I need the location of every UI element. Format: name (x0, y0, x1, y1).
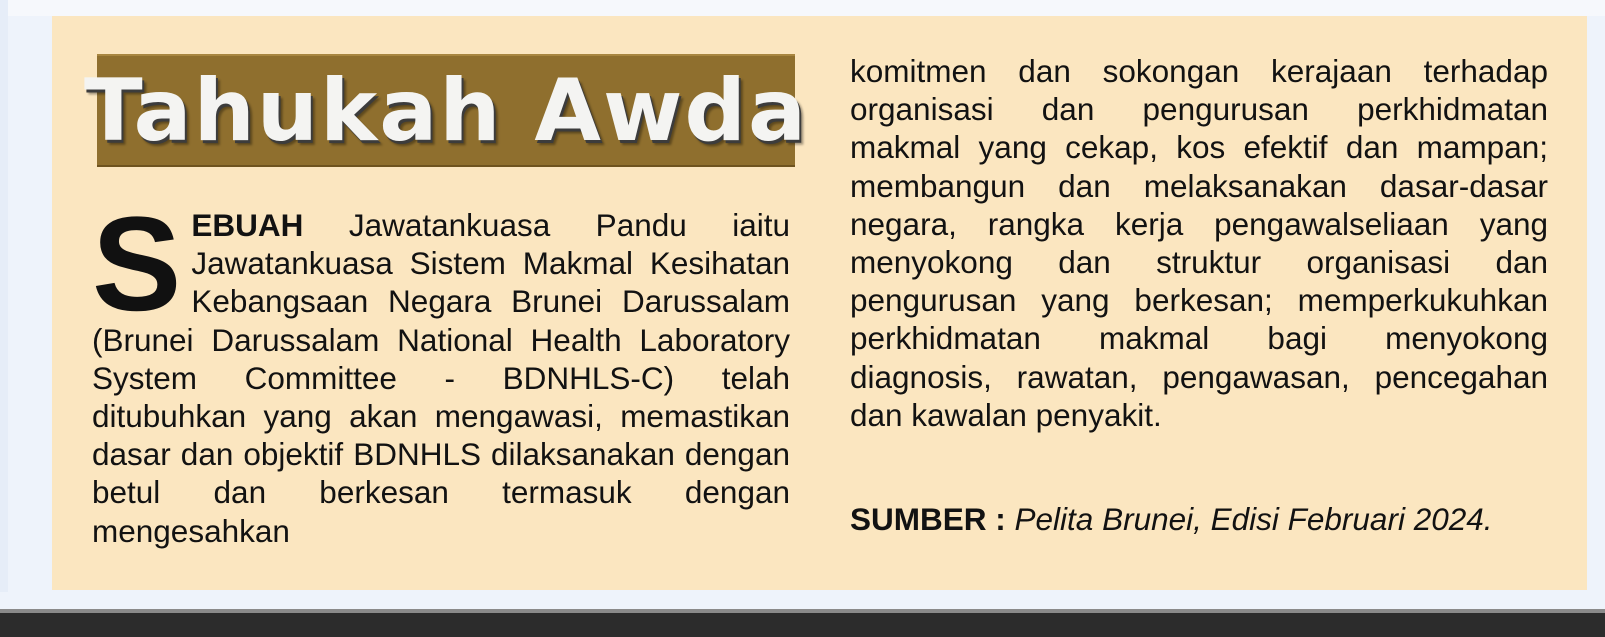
title-banner (83, 54, 809, 167)
page-left-edge (0, 0, 8, 592)
article-left-column (92, 190, 790, 550)
banner-title: Tahukah Awda (83, 60, 809, 161)
right-body-text: komitmen dan sokongan kerajaan terhadap organisasi dan pengurusan perkhidmatan makmal yang cekap, kos efektif dan mampan; membangun dan melaksanakan dasar-dasar negara, rangka kerja pengawalseliaan yang menyokong dan struktur organisasi dan pengurusan yang berkesan; memperkukuhkan perkhidmatan makmal bagi menyokong diagnosis, rawatan, pengawasan, pencegahan dan kawalan penyakit. (850, 53, 1548, 433)
lead-word: EBUAH (191, 207, 304, 243)
page-top-margin (0, 0, 1605, 16)
source-text: Pelita Brunei, Edisi Februari 2024. (1014, 501, 1493, 537)
source-citation (850, 500, 1493, 538)
drop-cap: S (92, 190, 182, 339)
article-right-column (850, 52, 1548, 434)
left-body-text: Jawatankuasa Pandu iaitu Jawatankuasa Sistem Makmal Kesihatan Kebangsaan Negara Brunei Darussalam (Brunei Darussalam National Health Laboratory System Committee - BDNHLS-C) telah ditubuhkan yang akan mengawasi, memastikan dasar dan objektif BDNHLS dilaksanakan dengan betul dan berkesan termasuk dengan mengesahkan (92, 207, 790, 549)
footer-bar (0, 609, 1605, 637)
source-label: SUMBER : (850, 501, 1006, 537)
